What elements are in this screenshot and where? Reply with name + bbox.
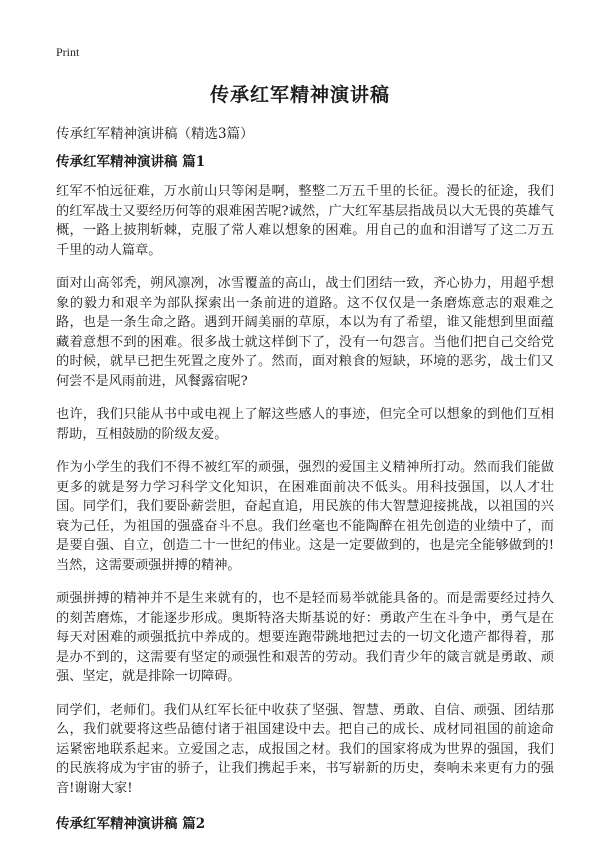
paragraph: 同学们，老师们。我们从红军长征中收获了坚强、智慧、勇敢、自信、顽强、团结那么，我们就要将这些品德付诸于祖国建设中去。把自己的成长、成材同祖国的前途命运紧密地联系起来。立爱国之志，成报国之材。我们的国家将成为世界的强国，我们的民族将成为宇宙的骄子，让我们携起手来，书写崭新的历史，奏响未来更有力的强音!谢谢大家!	[56, 702, 554, 796]
paragraph: 作为小学生的我们不得不被红军的顽强，强烈的爱国主义精神所打动。然而我们能做更多的就是努力学习科学文化知识，在困难面前决不低头。用科技强国，以人才壮国。同学们，我们要卧薪尝胆，奋起直追，用民族的伟大智慧迎接挑战，以祖国的兴衰为己任，为祖国的强盛奋斗不息。我们丝毫也不能陶醉在祖先创造的业绩中了，而是要自强、自立，创造二十一世纪的伟业。这是一定要做到的，也是完全能够做到的!当然，这需要顽强拼搏的精神。	[56, 460, 554, 573]
paragraph: 顽强拼搏的精神并不是生来就有的，也不是轻而易举就能具备的。而是需要经过持久的刻苦磨炼，才能逐步形成。奥斯特洛夫斯基说的好：勇敢产生在斗争中，勇气是在每天对困难的顽强抵抗中养成的。想要连跑带跳地把过去的一切文化遗产都得着，那是办不到的，这需要有坚定的顽强性和艰苦的劳动。我们青少年的箴言就是勇敢、顽强、坚定，就是排除一切障碍。	[56, 591, 554, 684]
paragraph: 也许，我们只能从书中或电视上了解这些感人的事迹，但完全可以想象的到他们互相帮助，互相鼓励的阶级友爱。	[56, 407, 554, 442]
paragraph: 面对山高邻秃，朔风凛冽，冰雪覆盖的高山，战士们团结一致，齐心协力，用超乎想象的毅力和艰辛为部队探索出一条前进的道路。这不仅仅是一条磨炼意志的艰难之路，也是一条生命之路。遇到开阔美丽的草原，本以为有了希望，谁又能想到里面蕴藏着意想不到的困难。很多战士就这样倒下了，没有一句怨言。当他们把自己交给党的时候，就早已把生死置之度外了。然而，面对粮食的短缺，环境的恶劣，战士们又何尝不是风雨前进，风餐露宿呢?	[56, 276, 554, 389]
section-heading: 传承红军精神演讲稿 篇2	[56, 816, 206, 832]
print-link[interactable]: Print	[56, 45, 80, 59]
document-content	[56, 150, 554, 844]
section-heading: 传承红军精神演讲稿 篇1	[56, 154, 206, 170]
document-subtitle: 传承红军精神演讲稿（精选3篇）	[56, 126, 254, 142]
document-title: 传承红军精神演讲稿	[209, 84, 390, 106]
paragraph: 红军不怕远征难，万水前山只等闲是啊，整整二万五千里的长征。漫长的征途，我们的红军战士又要经历何等的艰难困苦呢?诚然，广大红军基层指战员以大无畏的英雄气概，一路上披荆斩棘，克服了常人难以想象的困难。用自己的血和泪谱写了这二万五千里的动人篇章。	[56, 184, 554, 258]
